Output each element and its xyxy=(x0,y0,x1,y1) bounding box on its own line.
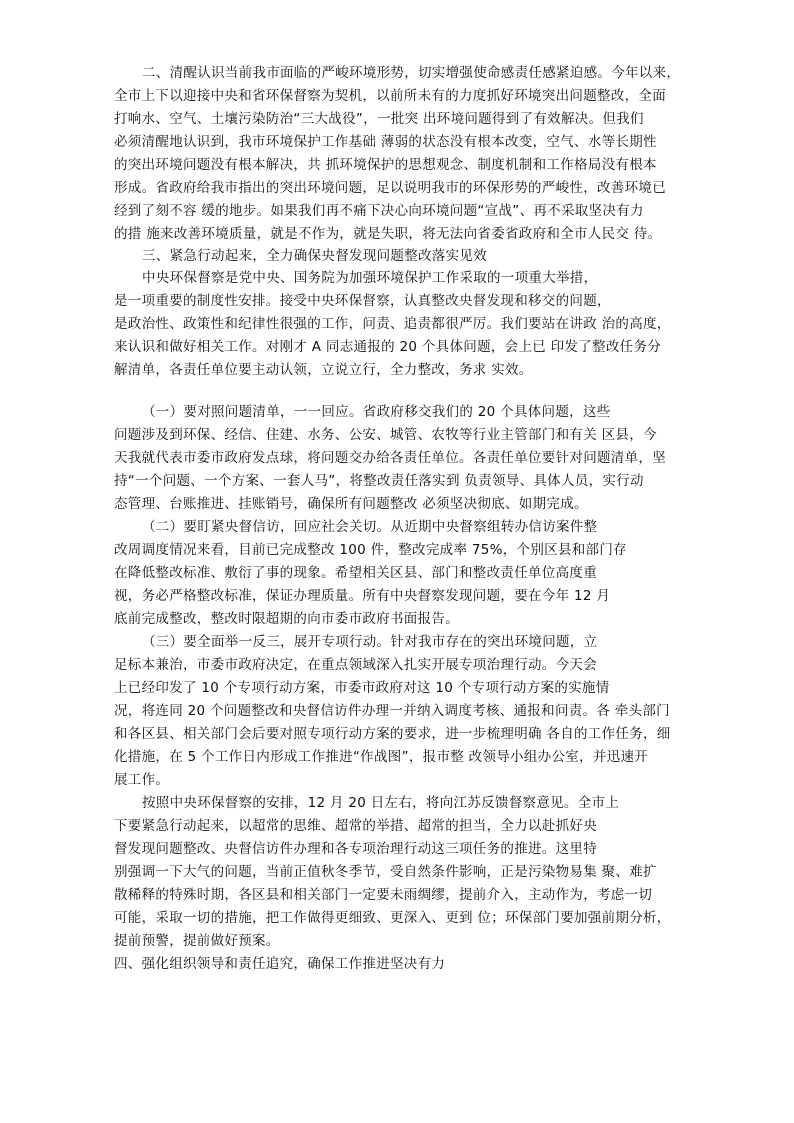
text-line: 别强调一下大气的问题，当前正值秋冬季节，受自然条件影响，正是污染物易集 聚、难扩 xyxy=(114,864,657,880)
text-line: 督发现问题整改、央督信访件办理和各专项治理行动这三项任务的推进。这里特 xyxy=(114,841,597,857)
text-line: 和各区县、相关部门会后要对照专项行动方案的要求，进一步梳理明确 各自的工作任务，细 xyxy=(114,726,671,742)
text-line: （三）要全面举一反三，展开专项行动。针对我市存在的突出环境问题，立 xyxy=(142,634,598,650)
text-line: 形成。省政府给我市指出的突出环境问题，足以说明我市的环保形势的严峻性，改善环境已 xyxy=(114,180,666,196)
text-line: 的措 施来改善环境质量，就是不作为，就是失职，将无法向省委省政府和全市人民交 待。 xyxy=(114,226,662,242)
text-line: 下要紧急行动起来，以超常的思维、超常的举措、超常的担当，全力以赴抓好央 xyxy=(114,818,597,834)
text-line: （一）要对照问题清单，一一回应。省政府移交我们的 20 个具体问题，这些 xyxy=(142,404,611,420)
text-line: 足标本兼治，市委市政府决定，在重点领域深入扎实开展专项治理行动。今天会 xyxy=(114,657,597,673)
text-line: 问题涉及到环保、经信、住建、水务、公安、城管、农牧等行业主管部门和有关 区县，今 xyxy=(114,427,657,443)
text-line: 可能，采取一切的措施，把工作做得更细致、更深入、更到 位；环保部门要加强前期分析， xyxy=(114,910,671,926)
text-line: 在降低整改标准、敷衍了事的现象。希望相关区县、部门和整改责任单位高度重 xyxy=(114,565,597,581)
text-line: 的突出环境问题没有根本解决，共 抓环境保护的思想观念、制度机制和工作格局没有根本 xyxy=(114,157,657,173)
text-line: 视，务必严格整改标准，保证办理质量。所有中央督察发现问题，要在今年 12 月 xyxy=(114,588,611,604)
section-heading: 三、紧急行动起来，全力确保央督发现问题整改落实见效 xyxy=(142,248,487,264)
text-line: 况，将连同 20 个问题整改和央督信访件办理一并纳入调度考核、通报和问责。各 牵头部门 xyxy=(114,703,670,719)
text-line: 展工作。 xyxy=(114,772,170,788)
text-line: 四、强化组织领导和责任追究，确保工作推进坚决有力 xyxy=(114,956,446,972)
text-line: 态管理、台账推进、挂账销号，确保所有问题整改 必须坚决彻底、如期完成。 xyxy=(114,496,588,512)
text-line: 打响水、空气、土壤污染防治“三大战役”，一批突 出环境问题得到了有效解决。但我们 xyxy=(114,111,644,127)
text-line: 来认识和做好相关工作。对刚才 A 同志通报的 20 个具体问题，会上已 印发了整改任务分 xyxy=(114,339,662,355)
text-line: （二）要盯紧央督信访，回应社会关切。从近期中央督察组转办信访案件整 xyxy=(142,519,598,535)
text-line: 底前完成整改，整改时限超期的向市委市政府书面报告。 xyxy=(114,611,459,627)
text-line: 解清单，各责任单位要主动认领，立说立行，全力整改，务求 实效。 xyxy=(114,362,533,378)
text-line: 天我就代表市委市政府发点球，将问题交办给各责任单位。各责任单位要针对问题清单，坚 xyxy=(114,450,666,466)
text-line: 是一项重要的制度性安排。接受中央环保督察，认真整改央督发现和移交的问题， xyxy=(114,293,611,309)
text-line: 二、清醒认识当前我市面临的严峻环境形势，切实增强使命感责任感紧迫感。今年以来， xyxy=(142,65,681,81)
text-line: 必须清醒地认识到，我市环境保护工作基础 薄弱的状态没有根本改变，空气、水等长期性 xyxy=(114,134,657,150)
text-line: 散稀释的特殊时期，各区县和相关部门一定要未雨绸缪，提前介入，主动作为，考虑一切 xyxy=(114,887,653,903)
text-line: 中央环保督察是党中央、国务院为加强环境保护工作采取的一项重大举措， xyxy=(142,270,598,286)
text-line: 上已经印发了 10 个专项行动方案，市委市政府对这 10 个专项行动方案的实施情 xyxy=(114,680,610,696)
text-line: 全市上下以迎接中央和省环保督察为契机，以前所未有的力度抓好环境突出问题整改，全面 xyxy=(114,88,666,104)
text-line: 是政治性、政策性和纪律性很强的工作，问责、追责都很严厉。我们要站在讲政 治的高度， xyxy=(114,316,671,332)
text-line: 持“一个问题、一个方案、一套人马”，将整改责任落实到 负责领导、具体人员，实行动 xyxy=(114,473,644,489)
text-line: 提前预警，提前做好预案。 xyxy=(114,933,280,949)
text-line: 改周调度情况来看，目前已完成整改 100 件，整改完成率 75%，个别区县和部门存 xyxy=(114,542,627,558)
text-line: 按照中央环保督察的安排，12 月 20 日左右，将向江苏反馈督察意见。全市上 xyxy=(142,795,620,811)
text-line: 经到了刻不容 缓的地步。如果我们再不痛下决心向环境问题“宣战”、再不采取坚决有力 xyxy=(114,203,644,219)
text-line: 化措施，在 5 个工作日内形成工作推进“作战图”，报市整 改领导小组办公室，并迅速开 xyxy=(114,749,649,765)
